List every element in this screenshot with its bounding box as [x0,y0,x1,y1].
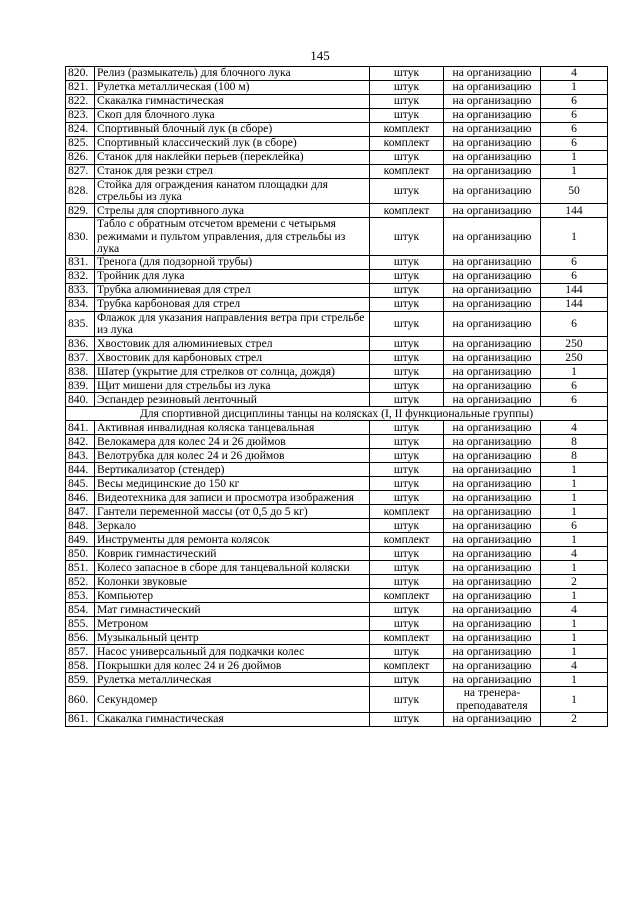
row-number: 851. [66,561,95,575]
page-number: 145 [310,48,330,63]
unit-of-measure: штук [370,270,444,284]
item-name: Флажок для указания направления ветра при стрельбе из лука [95,312,370,337]
row-number: 849. [66,533,95,547]
quantity: 6 [541,270,608,284]
row-number: 854. [66,603,95,617]
quantity: 1 [541,617,608,631]
allocation-rule: на тренера-преподавателя [444,687,541,712]
allocation-rule: на организацию [444,123,541,137]
quantity: 250 [541,337,608,351]
item-name: Зеркало [95,519,370,533]
allocation-rule: на организацию [444,603,541,617]
allocation-rule: на организацию [444,477,541,491]
item-name: Шатер (укрытие для стрелков от солнца, дождя) [95,365,370,379]
unit-of-measure: штук [370,575,444,589]
quantity: 6 [541,109,608,123]
row-number: 859. [66,673,95,687]
table-row [66,270,608,284]
allocation-rule: на организацию [444,351,541,365]
row-number: 828. [66,179,95,204]
item-name: Мат гимнастический [95,603,370,617]
row-number: 846. [66,491,95,505]
quantity: 1 [541,477,608,491]
unit-of-measure: штук [370,284,444,298]
allocation-rule: на организацию [444,95,541,109]
allocation-rule: на организацию [444,284,541,298]
row-number: 842. [66,435,95,449]
row-number: 838. [66,365,95,379]
item-name: Скоп для блочного лука [95,109,370,123]
item-name: Стрелы для спортивного лука [95,204,370,218]
table-row [66,179,608,204]
allocation-rule: на организацию [444,312,541,337]
table-row [66,337,608,351]
quantity: 2 [541,712,608,726]
item-name: Эспандер резиновый ленточный [95,393,370,407]
allocation-rule: на организацию [444,81,541,95]
table-row [66,365,608,379]
unit-of-measure: штук [370,365,444,379]
table-row [66,256,608,270]
row-number: 825. [66,137,95,151]
allocation-rule: на организацию [444,561,541,575]
table-row [66,435,608,449]
item-name: Насос универсальный для подкачки колес [95,645,370,659]
table-row [66,379,608,393]
row-number: 850. [66,547,95,561]
allocation-rule: на организацию [444,491,541,505]
row-number: 858. [66,659,95,673]
unit-of-measure: комплект [370,631,444,645]
unit-of-measure: комплект [370,659,444,673]
table-row [66,312,608,337]
allocation-rule: на организацию [444,218,541,256]
row-number: 831. [66,256,95,270]
unit-of-measure: штук [370,393,444,407]
unit-of-measure: штук [370,256,444,270]
row-number: 832. [66,270,95,284]
quantity: 8 [541,449,608,463]
item-name: Тройник для лука [95,270,370,284]
item-name: Метроном [95,617,370,631]
row-number: 845. [66,477,95,491]
table-row [66,421,608,435]
quantity: 250 [541,351,608,365]
table-row [66,81,608,95]
row-number: 847. [66,505,95,519]
row-number: 836. [66,337,95,351]
quantity: 2 [541,575,608,589]
item-name: Колонки звуковые [95,575,370,589]
unit-of-measure: штук [370,379,444,393]
quantity: 1 [541,645,608,659]
table-row [66,351,608,365]
row-number: 834. [66,298,95,312]
quantity: 6 [541,137,608,151]
allocation-rule: на организацию [444,505,541,519]
table-row [66,687,608,712]
item-name: Вертикализатор (стендер) [95,463,370,477]
quantity: 6 [541,379,608,393]
allocation-rule: на организацию [444,67,541,81]
table-row [66,218,608,256]
quantity: 1 [541,81,608,95]
quantity: 1 [541,673,608,687]
quantity: 1 [541,491,608,505]
quantity: 1 [541,365,608,379]
item-name: Секундомер [95,687,370,712]
table-row [66,589,608,603]
table-row [66,712,608,726]
table-row [66,298,608,312]
quantity: 1 [541,589,608,603]
item-name: Спортивный классический лук (в сборе) [95,137,370,151]
quantity: 144 [541,284,608,298]
unit-of-measure: штук [370,421,444,435]
allocation-rule: на организацию [444,589,541,603]
table-row [66,519,608,533]
item-name: Покрышки для колес 24 и 26 дюймов [95,659,370,673]
quantity: 4 [541,67,608,81]
allocation-rule: на организацию [444,151,541,165]
unit-of-measure: штук [370,561,444,575]
item-name: Велокамера для колес 24 и 26 дюймов [95,435,370,449]
unit-of-measure: штук [370,712,444,726]
row-number: 844. [66,463,95,477]
quantity: 4 [541,659,608,673]
row-number: 822. [66,95,95,109]
quantity: 6 [541,312,608,337]
row-number: 856. [66,631,95,645]
row-number: 829. [66,204,95,218]
row-number: 823. [66,109,95,123]
unit-of-measure: штук [370,547,444,561]
quantity: 1 [541,687,608,712]
quantity: 4 [541,547,608,561]
item-name: Гантели переменной массы (от 0,5 до 5 кг) [95,505,370,519]
table-row [66,575,608,589]
item-name: Весы медицинские до 150 кг [95,477,370,491]
table-row [66,151,608,165]
row-number: 827. [66,165,95,179]
item-name: Трубка карбоновая для стрел [95,298,370,312]
allocation-rule: на организацию [444,298,541,312]
table-row [66,477,608,491]
allocation-rule: на организацию [444,365,541,379]
quantity: 144 [541,204,608,218]
row-number: 837. [66,351,95,365]
table-row [66,631,608,645]
item-name: Спортивный блочный лук (в сборе) [95,123,370,137]
item-name: Рулетка металлическая (100 м) [95,81,370,95]
quantity: 8 [541,435,608,449]
table-row [66,204,608,218]
quantity: 1 [541,463,608,477]
allocation-rule: на организацию [444,204,541,218]
row-number: 841. [66,421,95,435]
table-row [66,505,608,519]
table-row [66,109,608,123]
quantity: 1 [541,505,608,519]
unit-of-measure: штук [370,81,444,95]
allocation-rule: на организацию [444,109,541,123]
allocation-rule: на организацию [444,712,541,726]
allocation-rule: на организацию [444,519,541,533]
item-name: Активная инвалидная коляска танцевальная [95,421,370,435]
table-row [66,123,608,137]
item-name: Велотрубка для колес 24 и 26 дюймов [95,449,370,463]
table-row [66,463,608,477]
item-name: Скакалка гимнастическая [95,95,370,109]
unit-of-measure: комплект [370,505,444,519]
allocation-rule: на организацию [444,435,541,449]
table-row [66,561,608,575]
allocation-rule: на организацию [444,533,541,547]
section-header-row [66,407,608,421]
row-number: 840. [66,393,95,407]
row-number: 848. [66,519,95,533]
unit-of-measure: штук [370,687,444,712]
item-name: Компьютер [95,589,370,603]
allocation-rule: на организацию [444,137,541,151]
item-name: Колесо запасное в сборе для танцевальной коляски [95,561,370,575]
table-row [66,95,608,109]
item-name: Рулетка металлическая [95,673,370,687]
unit-of-measure: штук [370,463,444,477]
item-name: Инструменты для ремонта колясок [95,533,370,547]
equipment-table-body [66,67,608,727]
unit-of-measure: комплект [370,137,444,151]
allocation-rule: на организацию [444,393,541,407]
item-name: Трубка алюминиевая для стрел [95,284,370,298]
equipment-table [65,66,608,727]
quantity: 1 [541,631,608,645]
item-name: Щит мишени для стрельбы из лука [95,379,370,393]
row-number: 820. [66,67,95,81]
unit-of-measure: комплект [370,533,444,547]
row-number: 843. [66,449,95,463]
item-name: Релиз (размыкатель) для блочного лука [95,67,370,81]
allocation-rule: на организацию [444,337,541,351]
item-name: Видеотехника для записи и просмотра изображения [95,491,370,505]
section-header: Для спортивной дисциплины танцы на колясках (I, II функциональные группы) [66,407,608,421]
allocation-rule: на организацию [444,165,541,179]
table-row [66,449,608,463]
quantity: 6 [541,393,608,407]
row-number: 855. [66,617,95,631]
unit-of-measure: штук [370,218,444,256]
unit-of-measure: комплект [370,123,444,137]
item-name: Станок для резки стрел [95,165,370,179]
quantity: 6 [541,519,608,533]
allocation-rule: на организацию [444,421,541,435]
unit-of-measure: штук [370,673,444,687]
row-number: 821. [66,81,95,95]
item-name: Станок для наклейки перьев (переклейка) [95,151,370,165]
unit-of-measure: штук [370,603,444,617]
unit-of-measure: штук [370,519,444,533]
unit-of-measure: штук [370,449,444,463]
table-row [66,659,608,673]
quantity: 4 [541,603,608,617]
item-name: Хвостовик для карбоновых стрел [95,351,370,365]
allocation-rule: на организацию [444,547,541,561]
unit-of-measure: штук [370,645,444,659]
allocation-rule: на организацию [444,270,541,284]
unit-of-measure: штук [370,109,444,123]
table-row [66,165,608,179]
quantity: 1 [541,561,608,575]
table-row [66,533,608,547]
allocation-rule: на организацию [444,179,541,204]
allocation-rule: на организацию [444,463,541,477]
allocation-rule: на организацию [444,256,541,270]
table-row [66,603,608,617]
item-name: Тренога (для подзорной трубы) [95,256,370,270]
allocation-rule: на организацию [444,673,541,687]
item-name: Коврик гимнастический [95,547,370,561]
quantity: 1 [541,165,608,179]
row-number: 853. [66,589,95,603]
unit-of-measure: штук [370,298,444,312]
allocation-rule: на организацию [444,379,541,393]
table-row [66,673,608,687]
quantity: 144 [541,298,608,312]
unit-of-measure: штук [370,179,444,204]
row-number: 861. [66,712,95,726]
allocation-rule: на организацию [444,631,541,645]
allocation-rule: на организацию [444,659,541,673]
row-number: 860. [66,687,95,712]
allocation-rule: на организацию [444,575,541,589]
row-number: 833. [66,284,95,298]
table-row [66,645,608,659]
unit-of-measure: штук [370,477,444,491]
table-row [66,547,608,561]
unit-of-measure: штук [370,337,444,351]
unit-of-measure: комплект [370,165,444,179]
unit-of-measure: штук [370,151,444,165]
unit-of-measure: комплект [370,589,444,603]
row-number: 857. [66,645,95,659]
allocation-rule: на организацию [444,449,541,463]
unit-of-measure: штук [370,95,444,109]
item-name: Скакалка гимнастическая [95,712,370,726]
table-row [66,491,608,505]
row-number: 852. [66,575,95,589]
unit-of-measure: штук [370,435,444,449]
quantity: 6 [541,123,608,137]
unit-of-measure: штук [370,617,444,631]
quantity: 1 [541,533,608,547]
row-number: 826. [66,151,95,165]
table-row [66,284,608,298]
unit-of-measure: штук [370,312,444,337]
quantity: 50 [541,179,608,204]
item-name: Музыкальный центр [95,631,370,645]
row-number: 830. [66,218,95,256]
row-number: 839. [66,379,95,393]
quantity: 4 [541,421,608,435]
unit-of-measure: штук [370,351,444,365]
item-name: Стойка для ограждения канатом площадки для стрельбы из лука [95,179,370,204]
item-name: Табло с обратным отсчетом времени с четырьмя режимами и пультом управления, для стрельбы из лука [95,218,370,256]
allocation-rule: на организацию [444,645,541,659]
table-row [66,67,608,81]
unit-of-measure: штук [370,67,444,81]
quantity: 6 [541,256,608,270]
table-row [66,393,608,407]
quantity: 1 [541,218,608,256]
item-name: Хвостовик для алюминиевых стрел [95,337,370,351]
allocation-rule: на организацию [444,617,541,631]
row-number: 824. [66,123,95,137]
table-row [66,137,608,151]
row-number: 835. [66,312,95,337]
unit-of-measure: комплект [370,204,444,218]
quantity: 1 [541,151,608,165]
unit-of-measure: штук [370,491,444,505]
table-row [66,617,608,631]
quantity: 6 [541,95,608,109]
